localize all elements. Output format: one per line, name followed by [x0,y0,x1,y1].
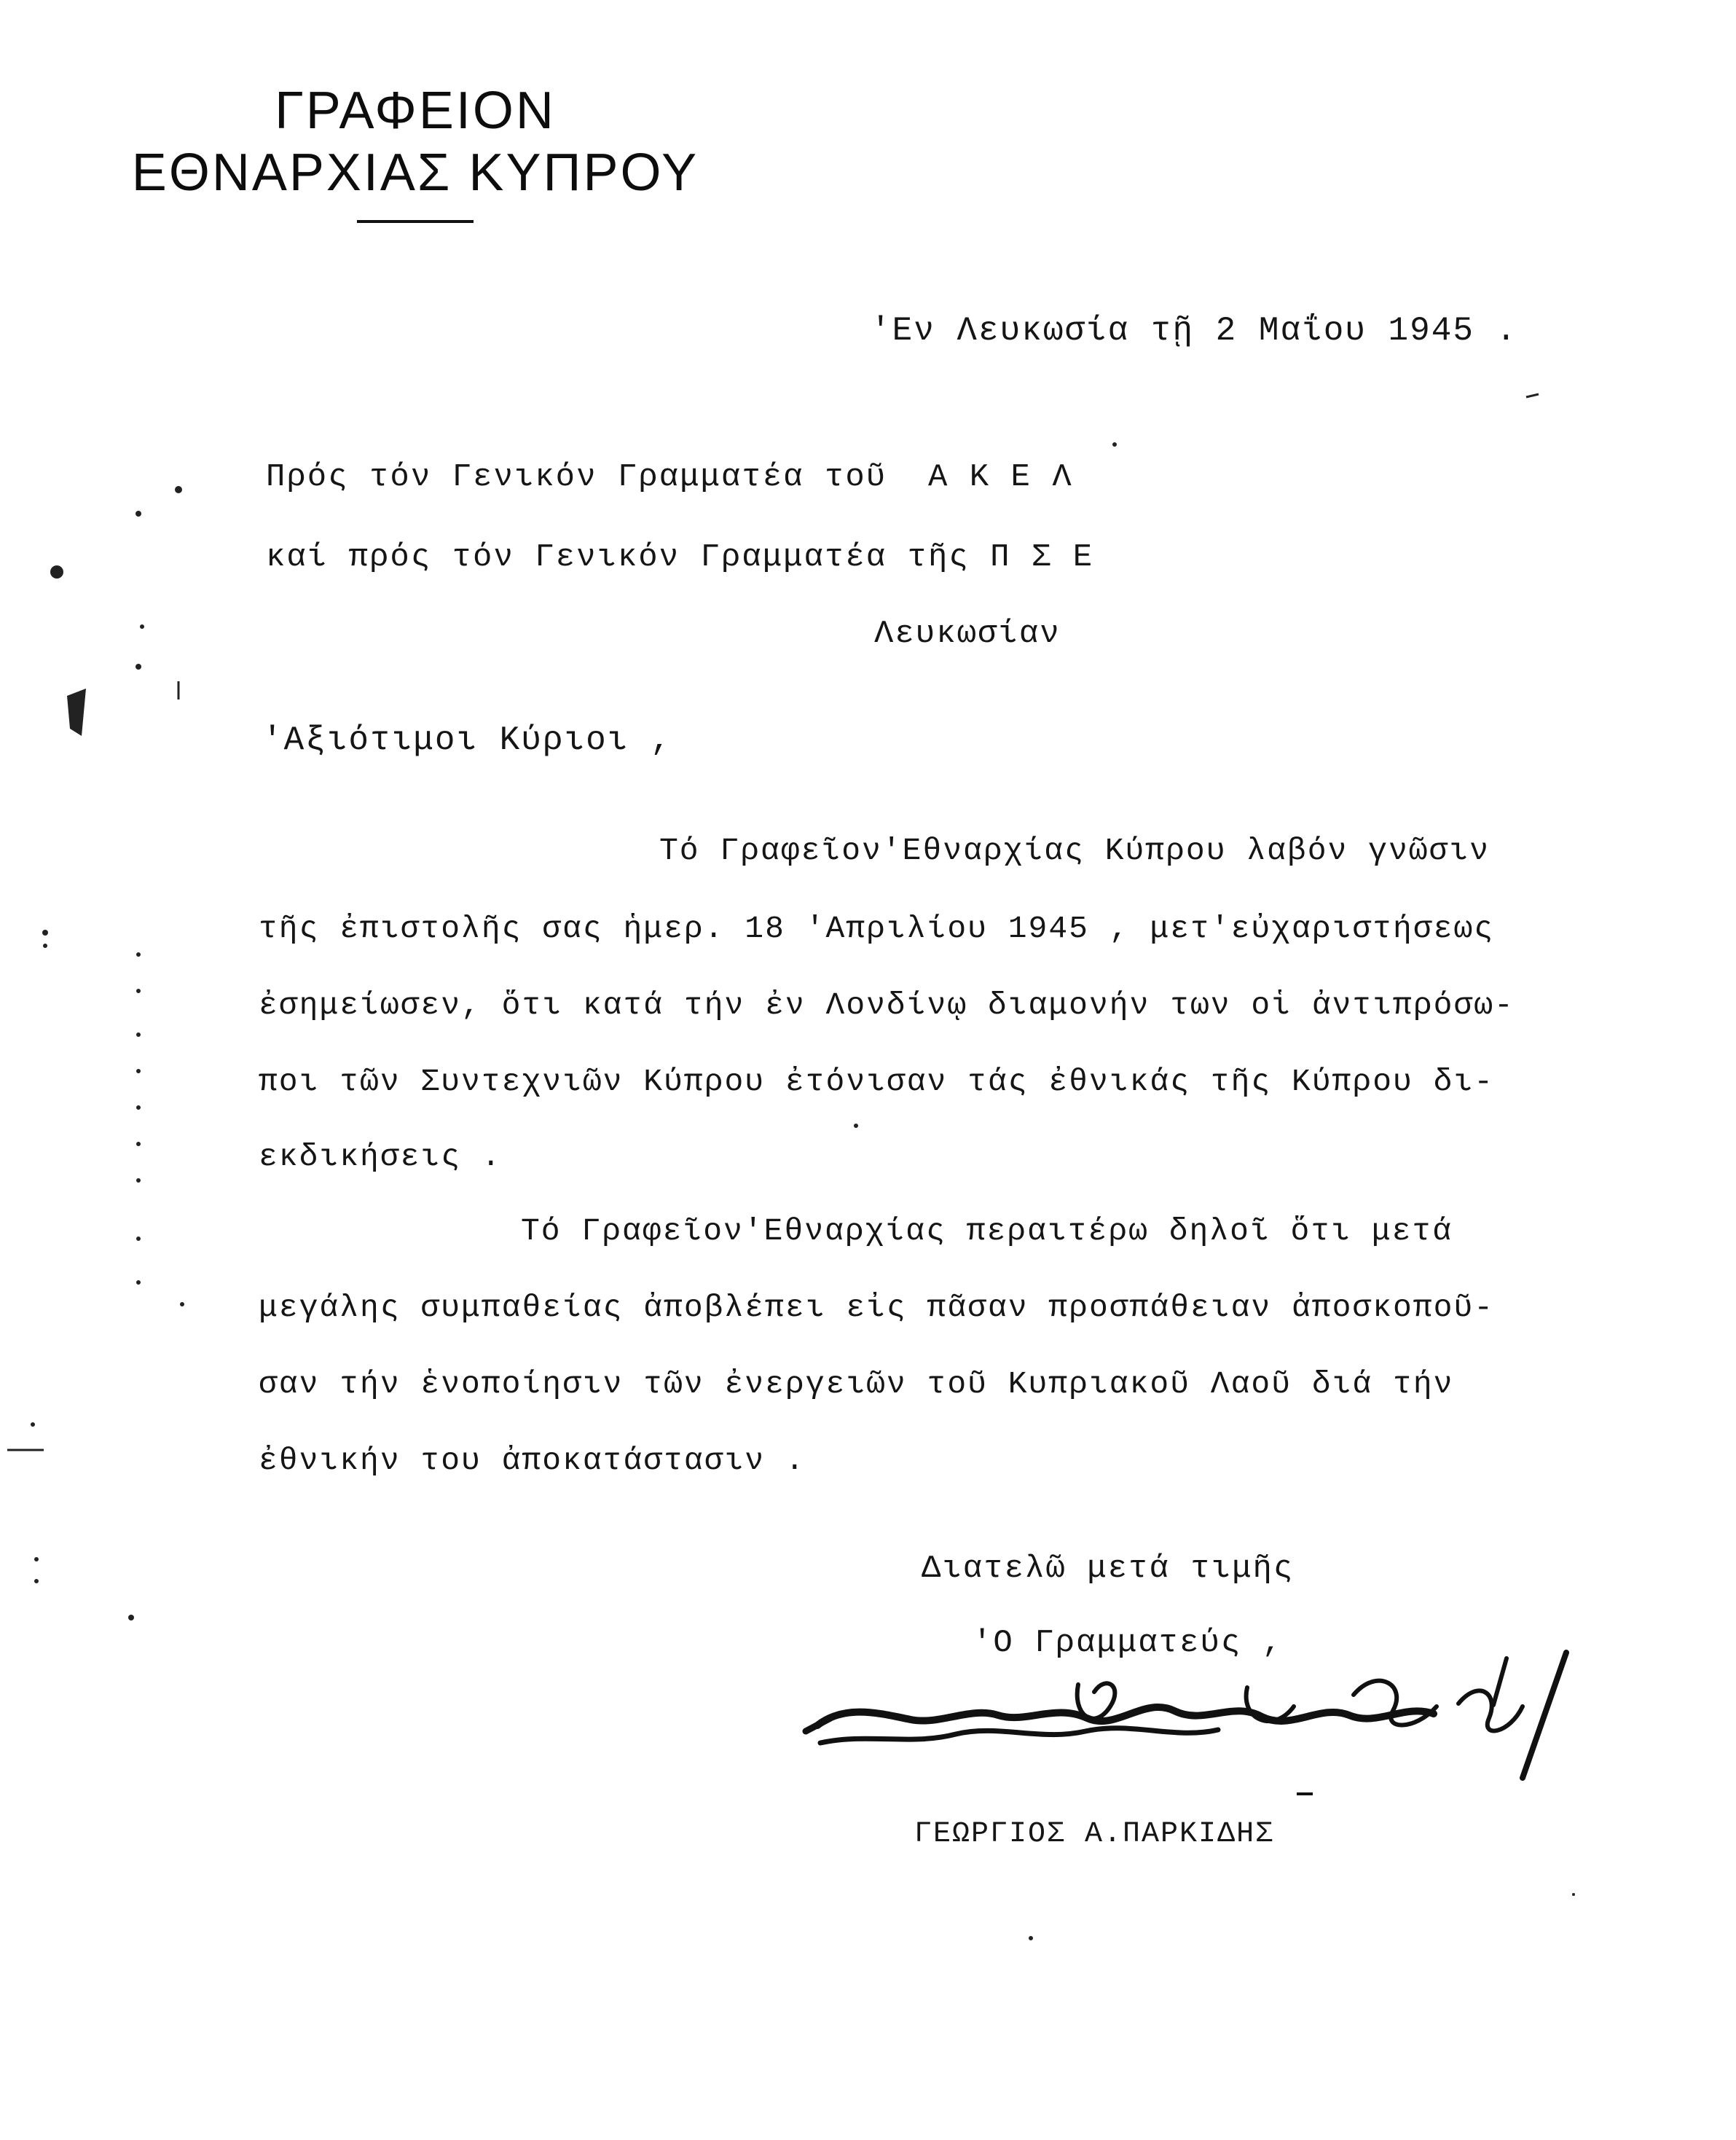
paragraph-2-line-4: ἐθνικήν του ἀποκατάστασιν . [259,1443,806,1478]
date-line: 'Εν Λευκωσία τῇ 2 Μαΐου 1945 . [871,312,1518,350]
letterhead [117,80,714,223]
recipient-line-2: καί πρός τόν Γενικόν Γραμματέα τῆς Π Σ Ε [266,539,1094,576]
signer-name: ΓΕΩΡΓΙΟΣ Α.ΠΑΡΚΙΔΗΣ [914,1818,1275,1851]
dash-mark [1297,1792,1313,1795]
paragraph-1-line-2: τῆς ἐπιστολῆς σας ἡμερ. 18 'Απριλίου 1945 , μετ'εὐχαριστήσεως [259,911,1495,946]
signer-title: 'Ο Γραμματεύς , [973,1625,1284,1661]
letterhead-line1: ΓΡΑΦΕΙΟΝ [275,82,556,140]
paragraph-2-line-1: Τό Γραφεῖον'Εθναρχίας περαιτέρω δηλοῖ ὅτι μετά [521,1213,1453,1249]
letterhead-line2: ΕΘΝΑΡΧΙΑΣ ΚΥΠΡΟΥ [131,143,699,202]
paragraph-1-line-4: ποι τῶν Συντεχνιῶν Κύπρου ἐτόνισαν τάς ἐθνικάς τῆς Κύπρου δι- [259,1064,1495,1100]
paragraph-1-line-1: Τό Γραφεῖον'Εθναρχίας Κύπρου λαβόν γνῶσιν [659,833,1490,869]
handwritten-signature [801,1625,1588,1792]
closing-line: Διατελῶ μετά τιμῆς [922,1551,1295,1587]
letterhead-rule [357,220,474,223]
paragraph-2-line-2: μεγάλης συμπαθείας ἀποβλέπει εἰς πᾶσαν προσπάθειαν ἀποσκοποῦ- [259,1290,1495,1325]
paragraph-1-line-5: εκδικήσεις . [259,1139,502,1175]
paragraph-1-line-3: ἐσημείωσεν, ὅτι κατά τήν ἐν Λονδίνῳ διαμονήν των οἱ ἀντιπρόσω- [259,987,1515,1023]
recipient-line-1: Πρός τόν Γενικόν Γραμματέα τοῦ Α Κ Ε Λ [266,459,1073,495]
salutation: 'Αξιότιμοι Κύριοι , [262,721,672,759]
paragraph-2-line-3: σαν τήν ἑνοποίησιν τῶν ἐνεργειῶν τοῦ Κυπριακοῦ Λαοῦ διά τήν [259,1366,1454,1402]
recipient-city: Λευκωσίαν [874,616,1061,652]
